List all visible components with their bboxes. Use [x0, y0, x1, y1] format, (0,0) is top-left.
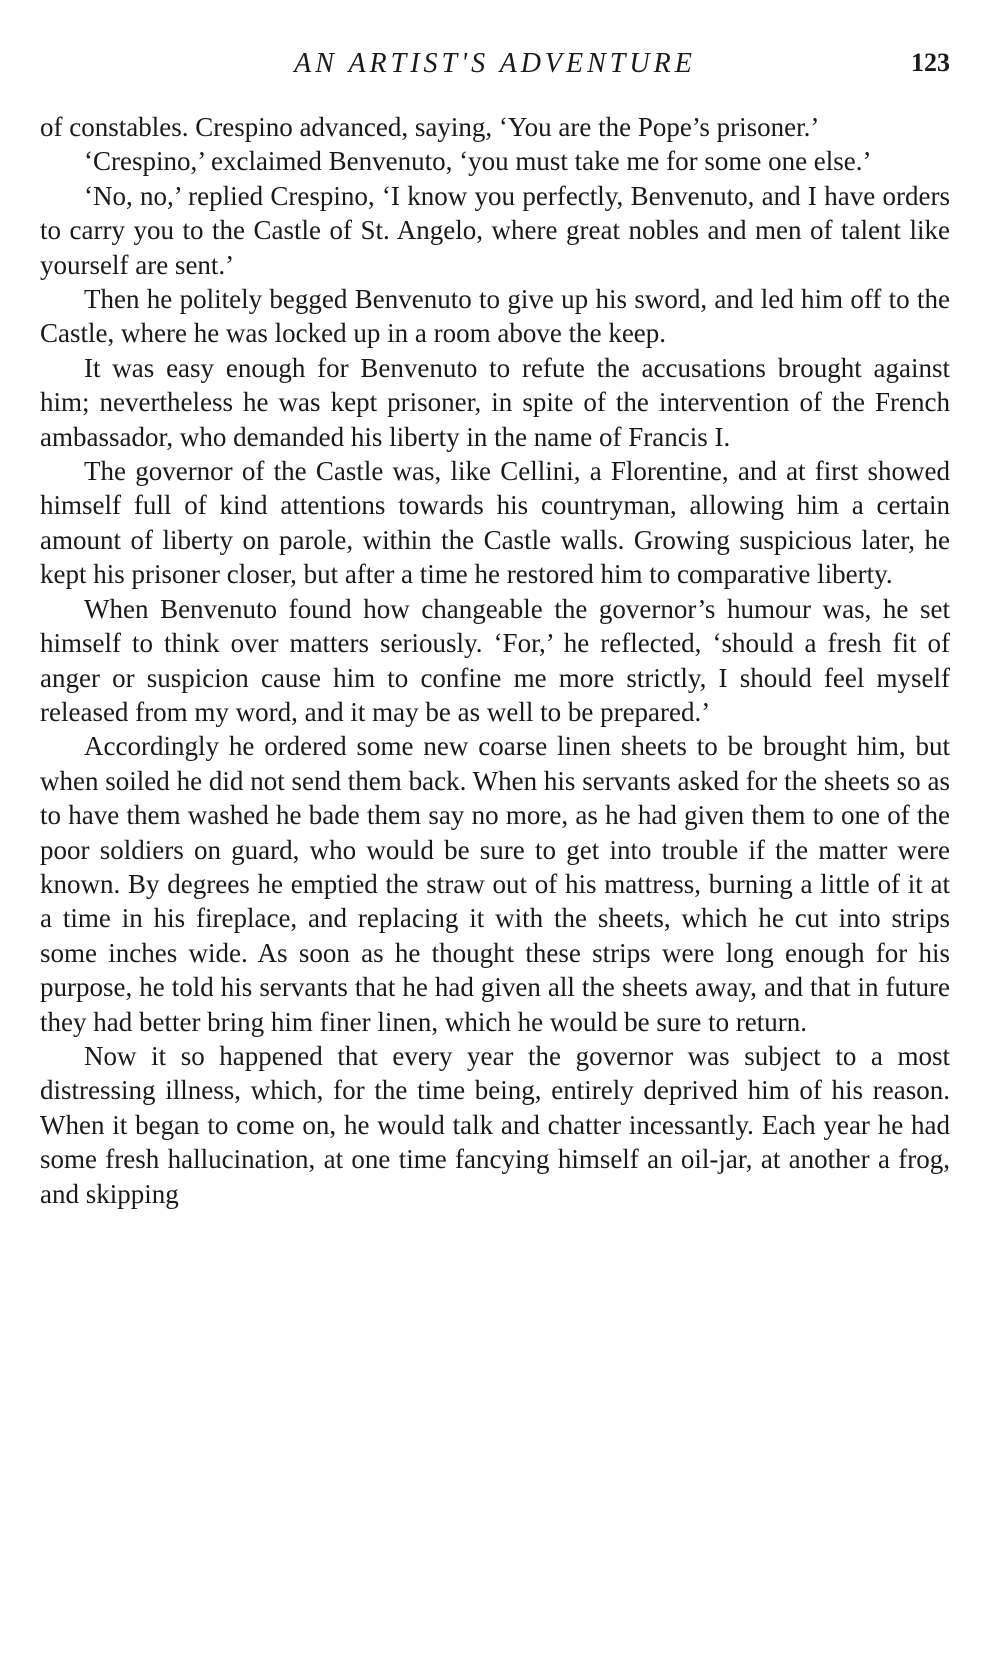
paragraph-3: ‘No, no,’ replied Crespino, ‘I know you perfectly, Benvenuto, and I have orders to carry you to the Castle of St. Angelo, where great nobles and men of talent like yourself are sent.’	[40, 180, 950, 280]
paragraph-6: The governor of the Castle was, like Cellini, a Florentine, and at first showed himself full of kind attentions towards his countryman, allowing him a certain amount of liberty on parole, within the Castle walls. Growing suspicious later, he kept his prisoner closer, but after a time he restored him to comparative liberty.	[40, 456, 950, 590]
paragraph-2: ‘Crespino,’ exclaimed Benvenuto, ‘you must take me for some one else.’	[84, 146, 872, 177]
body-text	[40, 110, 950, 1211]
page-number: 123	[911, 48, 950, 77]
paragraph-9: Now it so happened that every year the governor was subject to a most distressing illness, which, for the time being, entirely deprived him of his reason. When it began to come on, he would talk and chatter incessantly. Each year he had some fresh hallucination, at one time fancying himself an oil-jar, at another a frog, and skipping	[40, 1040, 950, 1209]
paragraph-7: When Benvenuto found how changeable the governor’s humour was, he set himself to think over matters seriously. ‘For,’ he reflected, ‘should a fresh fit of anger or suspicion cause him to confine me more strictly, I should feel myself released from my word, and it may be as well to be prepared.’	[40, 593, 950, 727]
paragraph-8: Accordingly he ordered some new coarse linen sheets to be brought him, but when soiled he did not send them back. When his servants asked for the sheets so as to have them washed he bade them say no more, as he had given them to one of the poor soldiers on guard, who would be sure to get into trouble if the matter were known. By degrees he emptied the straw out of his mattress, burning a little of it at a time in his fireplace, and replacing it with the sheets, which he cut into strips some inches wide. As soon as he thought these strips were long enough for his purpose, he told his servants that he had given all the sheets away, and that in future they had better bring him finer linen, which he would be sure to return.	[40, 731, 950, 1037]
paragraph-4: Then he politely begged Benvenuto to give up his sword, and led him off to the Castle, where he was locked up in a room above the keep.	[40, 284, 950, 349]
paragraph-5: It was easy enough for Benvenuto to refute the accusations brought against him; nevertheless he was kept prisoner, in spite of the intervention of the French ambassador, who demanded his liberty in the name of Francis I.	[40, 352, 950, 452]
paragraph-1: of constables. Crespino advanced, saying, ‘You are the Pope’s prisoner.’	[40, 112, 820, 142]
running-title: AN ARTIST'S ADVENTURE	[294, 48, 696, 79]
page-header	[40, 48, 950, 90]
book-page	[40, 48, 950, 1211]
